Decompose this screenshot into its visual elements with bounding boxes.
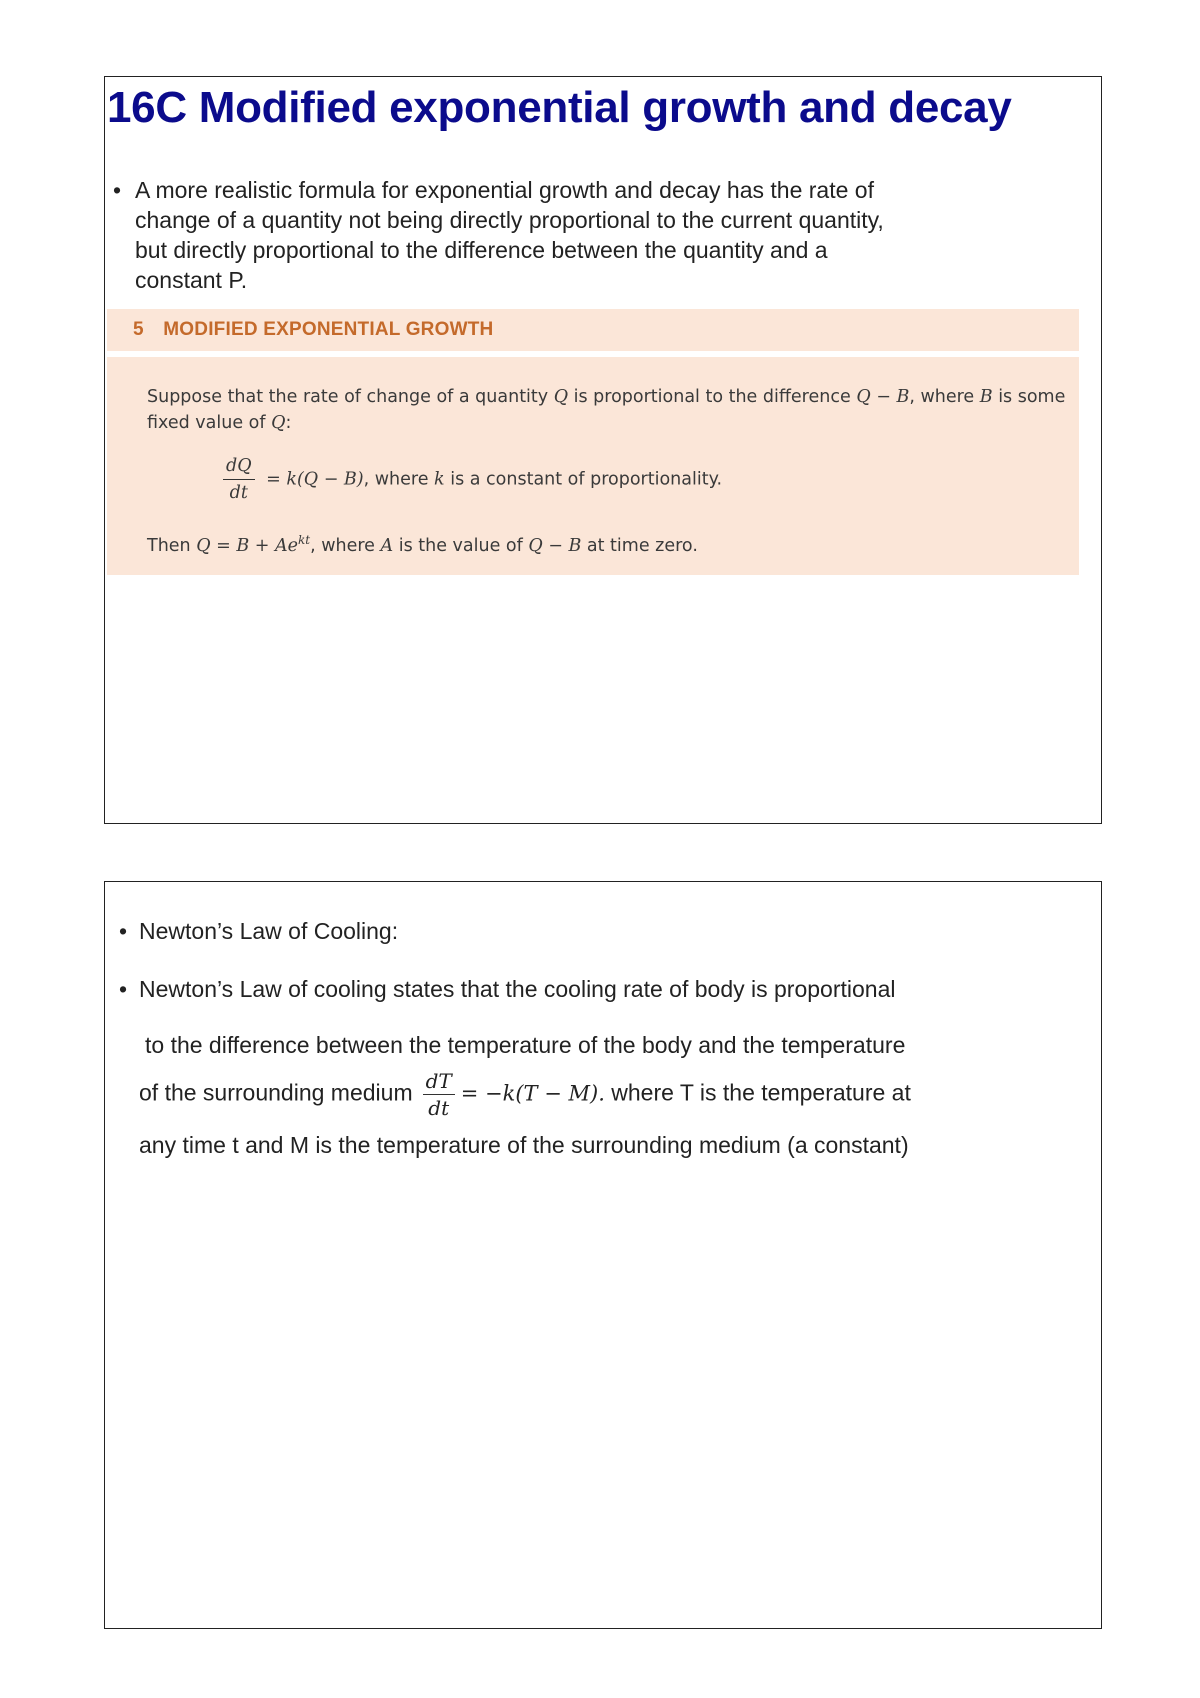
bullet-text: Newton’s Law of cooling states that the cooling rate of body is proportional bbox=[139, 976, 896, 1002]
definition-box-body bbox=[107, 357, 1079, 575]
definition-line-2 bbox=[147, 413, 291, 433]
math-q-minus-b: Q − B bbox=[856, 387, 910, 407]
math-q-minus-b: Q − B bbox=[528, 535, 582, 556]
text: Then bbox=[147, 535, 197, 556]
math-b: B bbox=[979, 387, 993, 407]
text: Suppose that the rate of change of a quantity bbox=[147, 387, 554, 407]
statement-line-2: to the difference between the temperature of the body and the temperature bbox=[145, 1032, 906, 1058]
text: at time zero. bbox=[581, 535, 698, 556]
fraction-denominator: dt bbox=[229, 483, 248, 503]
definition-heading: MODIFIED EXPONENTIAL GROWTH bbox=[163, 319, 494, 340]
bullet-newtons-law-statement bbox=[119, 974, 1019, 1004]
fraction-numerator: dQ bbox=[223, 455, 255, 480]
text: , where bbox=[909, 387, 980, 407]
bullet-text: Newton’s Law of Cooling: bbox=[139, 918, 399, 944]
bullet-icon: • bbox=[119, 976, 128, 1002]
bullet-text: A more realistic formula for exponential growth and decay has the rate of change of a quantity not being directly proportional to the current quantity, but directly proportional to the difference between the quantity and a constant P. bbox=[135, 177, 884, 293]
fraction-denominator: dt bbox=[428, 1096, 450, 1120]
fraction-dq-dt bbox=[223, 455, 255, 504]
text: of the surrounding medium bbox=[139, 1079, 413, 1106]
math-rhs: = k(Q − B) bbox=[260, 469, 364, 490]
statement-line-3 bbox=[139, 1070, 911, 1119]
definition-equation bbox=[217, 455, 722, 504]
math-k: k bbox=[434, 469, 445, 490]
math-solution: Q = B + Ae bbox=[196, 535, 298, 556]
fraction-dt-dt bbox=[423, 1070, 455, 1119]
slide-title: 16C Modified exponential growth and decay bbox=[107, 83, 1012, 132]
text: is a constant of proportionality. bbox=[444, 469, 723, 490]
bullet-realistic-formula bbox=[113, 175, 905, 295]
math-q: Q bbox=[553, 387, 569, 407]
text: where T is the temperature at bbox=[604, 1079, 911, 1106]
math-cooling-equation: = −k(T − M). bbox=[460, 1081, 605, 1106]
fraction-numerator: dT bbox=[423, 1070, 455, 1095]
slide-newtons-cooling bbox=[104, 881, 1102, 1629]
text: : bbox=[285, 413, 292, 433]
math-a: A bbox=[380, 535, 394, 556]
statement-line-4: any time t and M is the temperature of the surrounding medium (a constant) bbox=[139, 1132, 909, 1158]
definition-number: 5 bbox=[133, 319, 144, 340]
text: is some bbox=[992, 387, 1066, 407]
definition-conclusion bbox=[147, 533, 698, 556]
math-q: Q bbox=[271, 413, 286, 433]
bullet-icon: • bbox=[119, 918, 128, 944]
bullet-icon: • bbox=[113, 177, 122, 203]
text: fixed value of bbox=[147, 413, 272, 433]
text: , where bbox=[363, 469, 435, 490]
text: is proportional to the difference bbox=[568, 387, 857, 407]
slide-modified-exponential bbox=[104, 76, 1102, 824]
definition-box-header bbox=[107, 309, 1079, 351]
definition-line-1 bbox=[147, 387, 1065, 407]
text: is the value of bbox=[393, 535, 529, 556]
text: , where bbox=[310, 535, 381, 556]
math-exponent: kt bbox=[297, 533, 311, 547]
bullet-newtons-law-heading bbox=[119, 916, 399, 946]
